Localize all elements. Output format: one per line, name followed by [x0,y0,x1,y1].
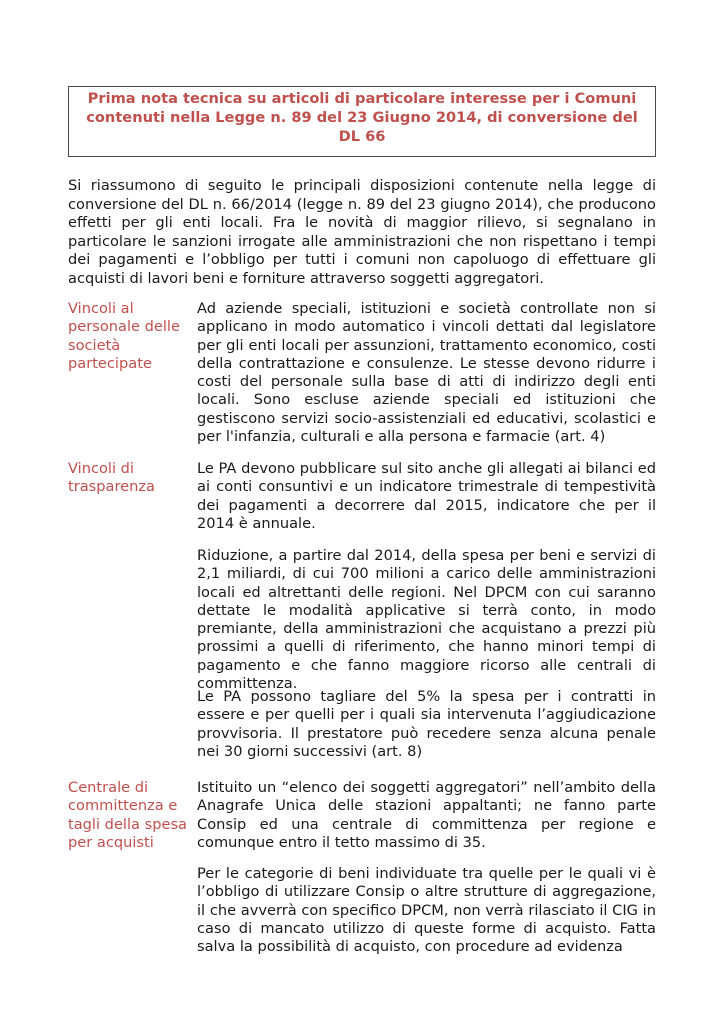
title-box [68,86,656,157]
section-paragraph: Riduzione, a partire dal 2014, della spesa per beni e servizi di 2,1 miliardi, di cui 700 milioni a carico delle amministrazioni locali ed altrettanti delle regioni. Nel DPCM con cui saranno dettate le modalità applicative si terrà conto, in modo premiante, della amministrazioni che acquistano a prezzi più prossimi a quelli di riferimento, che hanno minori tempi di pagamento e che fanno maggiore ricorso alle centrali di committenza. [197,547,656,693]
section-label-committenza: Centrale di committenza e tagli della spesa per acquisti [68,779,188,852]
section-paragraph: Le PA devono pubblicare sul sito anche gli allegati ai bilanci ed ai conti consuntivi e un indicatore trimestrale di tempestività dei pagamenti a decorrere dal 2015, indicatore che per il 2014 è annuale. [197,460,656,532]
section-paragraph: Istituito un “elenco dei soggetti aggregatori” nell’ambito della Anagrafe Unica delle stazioni appaltanti; ne fanno parte Consip ed una centrale di committenza per regione e comunque entro il tetto massimo di 35. [197,779,656,851]
document-title: Prima nota tecnica su articoli di particolare interesse per i Comuni contenuti nella Legge n. 89 del 23 Giugno 2014, di conversione del DL 66 [86,90,638,145]
section-label-personale: Vincoli al personale delle società partecipate [68,300,180,373]
section-label-trasparenza: Vincoli di trasparenza [68,460,155,496]
section-paragraph: Per le categorie di beni individuate tra quelle per le quali vi è l’obbligo di utilizzare Consip o altre strutture di aggregazione, il che avverrà con specifico DPCM, non verrà rilasciato il CIG in caso di mancato utilizzo di queste forme di acquisto. Fatta salva la possibilità di acquisto, con procedure ad evidenza [197,865,656,956]
section-paragraph: Ad aziende speciali, istituzioni e società controllate non si applicano in modo automatico i vincoli dettati dal legislatore per gli enti locali per assunzioni, trattamento economico, costi della contrattazione e consulenze. Le stesse devono ridurre i costi del personale sulla base di atti di indirizzo degli enti locali. Sono escluse aziende speciali ed istituzioni che gestiscono servizi socio-assistenziali ed educativi, scolastici e per l'infanzia, culturali e alla persona e farmacie (art. 4) [197,300,656,446]
section-paragraph: Le PA possono tagliare del 5% la spesa per i contratti in essere e per quelli per i quali sia intervenuta l’aggiudicazione provvisoria. Il prestatore può recedere senza alcuna penale nei 30 giorni successivi (art. 8) [197,688,656,760]
intro-paragraph: Si riassumono di seguito le principali disposizioni contenute nella legge di conversione del DL n. 66/2014 (legge n. 89 del 23 giugno 2014), che producono effetti per gli enti locali. Fra le novità di maggior rilievo, si segnalano in particolare le sanzioni irrogate alle amministrazioni che non rispettano i tempi dei pagamenti e l’obbligo per tutti i comuni non capoluogo di effettuare gli acquisti di lavori beni e forniture attraverso soggetti aggregatori. [68,177,656,287]
